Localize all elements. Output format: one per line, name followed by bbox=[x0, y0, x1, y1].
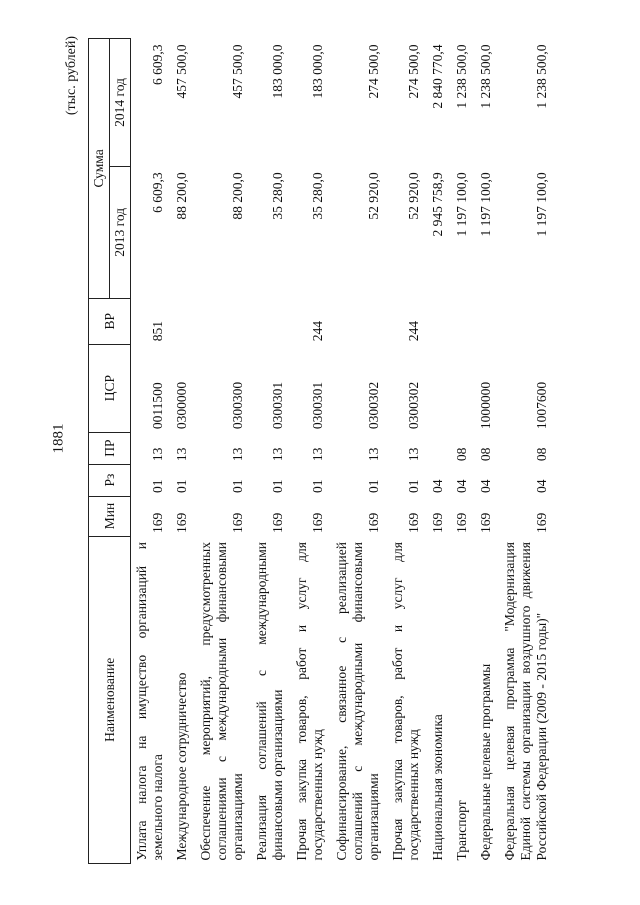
row-rz: 01 bbox=[174, 479, 189, 494]
row-vr: 244 bbox=[406, 320, 421, 342]
header-min: Мин bbox=[89, 496, 131, 536]
table-body bbox=[131, 39, 556, 864]
row-vr bbox=[475, 298, 499, 344]
row-csr: 0300302 bbox=[406, 381, 421, 430]
row-sum-2013: 6 609,3 bbox=[150, 172, 165, 213]
header-year-2014: 2014 год bbox=[110, 39, 131, 167]
row-rz: 04 bbox=[454, 479, 469, 494]
row-sum-2013: 88 200,0 bbox=[174, 172, 189, 220]
row-name: Прочая закупка товаров, работ и услуг для государственных нужд bbox=[390, 542, 421, 861]
row-rz: 04 bbox=[478, 479, 493, 494]
page-number: 1881 bbox=[50, 423, 67, 454]
budget-table bbox=[88, 38, 555, 864]
row-rz: 01 bbox=[406, 479, 421, 494]
row-sum-2014: 183 000,0 bbox=[310, 44, 325, 99]
row-csr: 1000000 bbox=[478, 381, 493, 430]
table-row bbox=[171, 39, 195, 864]
row-rz: 01 bbox=[270, 479, 285, 494]
row-min: 169 bbox=[534, 512, 549, 534]
row-name: Реализация соглашений с международными финансовыми организациями bbox=[254, 542, 285, 861]
row-vr bbox=[251, 298, 291, 344]
row-csr bbox=[427, 344, 451, 432]
row-rz: 01 bbox=[150, 479, 165, 494]
budget-page bbox=[62, 30, 582, 870]
row-pr: 08 bbox=[454, 447, 469, 462]
table-row bbox=[331, 39, 387, 864]
row-sum-2013: 52 920,0 bbox=[366, 172, 381, 220]
row-sum-2014: 183 000,0 bbox=[270, 44, 285, 99]
row-pr: 13 bbox=[270, 447, 285, 462]
row-name: Прочая закупка товаров, работ и услуг для государственных нужд bbox=[294, 542, 325, 861]
row-sum-2014: 274 500,0 bbox=[406, 44, 421, 99]
header-year-2013: 2013 год bbox=[110, 166, 131, 298]
row-pr: 08 bbox=[478, 447, 493, 462]
units-label: (тыс. рублей) bbox=[64, 36, 79, 116]
row-csr: 0011500 bbox=[150, 382, 165, 430]
row-sum-2013: 35 280,0 bbox=[310, 172, 325, 220]
row-min: 169 bbox=[478, 512, 493, 534]
row-sum-2013: 1 197 100,0 bbox=[454, 172, 469, 237]
table-row bbox=[251, 39, 291, 864]
row-pr bbox=[427, 432, 451, 464]
table-row bbox=[387, 39, 427, 864]
row-vr bbox=[195, 298, 251, 344]
row-vr: 244 bbox=[310, 320, 325, 342]
row-pr: 13 bbox=[310, 447, 325, 462]
table-row bbox=[451, 39, 475, 864]
row-csr: 0300302 bbox=[366, 381, 381, 430]
row-sum-2013: 88 200,0 bbox=[230, 172, 245, 220]
row-pr: 13 bbox=[366, 447, 381, 462]
header-pr: ПР bbox=[89, 432, 131, 464]
row-csr: 0300301 bbox=[310, 381, 325, 430]
table-row bbox=[499, 39, 555, 864]
row-pr: 13 bbox=[174, 447, 189, 462]
row-min: 169 bbox=[150, 512, 165, 534]
row-name: Федеральная целевая программа "Модернизация Единой системы организации воздушного движения Российской Федерации (2009 - 2015 годы)" bbox=[502, 542, 549, 861]
row-min: 169 bbox=[270, 512, 285, 534]
row-csr: 0300301 bbox=[270, 381, 285, 430]
table-row bbox=[291, 39, 331, 864]
row-sum-2014: 1 238 500,0 bbox=[478, 44, 493, 109]
row-csr: 0300300 bbox=[230, 381, 245, 430]
row-pr: 08 bbox=[534, 447, 549, 462]
row-sum-2013: 1 197 100,0 bbox=[478, 172, 493, 237]
row-pr: 13 bbox=[150, 447, 165, 462]
row-name: Федеральные целевые программы bbox=[478, 663, 493, 861]
row-sum-2014: 2 840 770,4 bbox=[430, 44, 445, 109]
table-row bbox=[427, 39, 451, 864]
row-sum-2014: 457 500,0 bbox=[230, 44, 245, 99]
row-min: 169 bbox=[406, 512, 421, 534]
row-min: 169 bbox=[430, 512, 445, 534]
row-sum-2013: 35 280,0 bbox=[270, 172, 285, 220]
header-name: Наименование bbox=[89, 536, 131, 863]
row-name: Уплата налога на имущество организаций и земельного налога bbox=[134, 542, 165, 861]
row-min: 169 bbox=[310, 512, 325, 534]
row-vr bbox=[427, 298, 451, 344]
row-rz: 04 bbox=[430, 479, 445, 494]
row-name: Транспорт bbox=[454, 800, 469, 861]
row-csr bbox=[451, 344, 475, 432]
row-rz: 01 bbox=[366, 479, 381, 494]
row-pr: 13 bbox=[230, 447, 245, 462]
row-sum-2013: 52 920,0 bbox=[406, 172, 421, 220]
header-csr: ЦСР bbox=[89, 344, 131, 432]
row-min: 169 bbox=[454, 512, 469, 534]
header-vr: ВР bbox=[89, 298, 131, 344]
row-vr: 851 bbox=[150, 320, 165, 342]
row-rz: 01 bbox=[310, 479, 325, 494]
row-sum-2013: 2 945 758,9 bbox=[430, 172, 445, 237]
table-row bbox=[131, 39, 172, 864]
row-min: 169 bbox=[174, 512, 189, 534]
row-sum-2014: 6 609,3 bbox=[150, 44, 165, 85]
row-sum-2014: 1 238 500,0 bbox=[534, 44, 549, 109]
table-row bbox=[475, 39, 499, 864]
row-name: Обеспечение мероприятий, предусмотренных соглашениями с международными финансовыми организациями bbox=[198, 542, 245, 861]
row-sum-2014: 274 500,0 bbox=[366, 44, 381, 99]
row-sum-2014: 1 238 500,0 bbox=[454, 44, 469, 109]
row-vr bbox=[499, 298, 555, 344]
row-csr: 0300000 bbox=[174, 381, 189, 430]
row-csr: 1007600 bbox=[534, 381, 549, 430]
header-sum: Сумма bbox=[89, 39, 110, 299]
row-name: Международное сотрудничество bbox=[174, 672, 189, 861]
row-min: 169 bbox=[366, 512, 381, 534]
row-vr bbox=[171, 298, 195, 344]
row-sum-2013: 1 197 100,0 bbox=[534, 172, 549, 237]
row-name: Софинансирование, связанное с реализацией соглашений с международными финансовыми организациями bbox=[334, 542, 381, 861]
table-row bbox=[195, 39, 251, 864]
row-name: Национальная экономика bbox=[430, 714, 445, 861]
row-min: 169 bbox=[230, 512, 245, 534]
row-pr: 13 bbox=[406, 447, 421, 462]
row-rz: 04 bbox=[534, 479, 549, 494]
row-vr bbox=[331, 298, 387, 344]
row-sum-2014: 457 500,0 bbox=[174, 44, 189, 99]
header-rz: Рз bbox=[89, 464, 131, 496]
row-vr bbox=[451, 298, 475, 344]
row-rz: 01 bbox=[230, 479, 245, 494]
